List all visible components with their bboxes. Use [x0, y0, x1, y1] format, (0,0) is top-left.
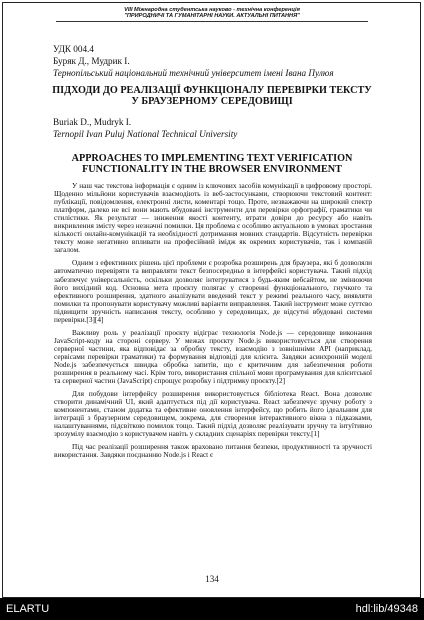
- page-number: 134: [205, 574, 219, 584]
- paragraph: У наш час текстова інформація є одним із ключових засобів комунікації в цифровому просторі. Щоденно мільйони користувачів взаємодіють із веб-застосунками, створюючи текстовий контент: публікації, повідомлення, електронні листи, коментарі тощо. Проте, незважаючи на широкий спектр платформ, далеко не всі вони мають вбудовані інструменти для перевірки орфографії, граматики чи стилістики. Як результат — зниження якості контенту, втрати довіри до ресурсу або навіть викривлення змісту через незначні помилки. Ця проблема є особливо актуальною в умовах зростання кількості онлайн-комунікацій та необхідності дотримання мовних стандартів. Відсутність перевірки тексту може негативно впливати на професійний імідж як окремих користувачів, так і компаній загалом.: [54, 181, 372, 255]
- title-en-line-1: APPROACHES TO IMPLEMENTING TEXT VERIFICATION: [71, 153, 353, 164]
- paragraph: Одним з ефективних рішень цієї проблеми є розробка розширень для браузера, які б дозволяли автоматично перевіряти та виправляти текст безпосередньо в інтерфейсі користувача. Такий підхід забезпечує універсальність, оскільки дозволяє інтегруватися з будь-яким вебсайтом, не змінюючи його вихідний код. Основна мета проєкту полягає у створенні функціонального, гнучкого та ефективного розширення, здатного аналізувати введений текст у режимі реального часу, виявляти помилки та пропонувати користувачу можливі варіанти виправлення. Такий інструмент може суттєво підвищити зручність написання тексту, особливо у середовищах, де відсутні вбудовані системи перевірки.[3][4]: [54, 258, 372, 324]
- title-en-line-2: FUNCTIONALITY IN THE BROWSER ENVIRONMENT: [82, 164, 342, 175]
- repository-footer: [0, 598, 424, 620]
- title-en: [30, 153, 394, 175]
- title-ua: [30, 85, 394, 107]
- title-ua-line-1: ПІДХОДИ ДО РЕАЛІЗАЦІЇ ФУНКЦІОНАЛУ ПЕРЕВІРКИ ТЕКСТУ: [52, 85, 372, 96]
- affiliation-en: Ternopil Ivan Puluj National Technical University: [53, 129, 238, 139]
- article-body: [54, 182, 372, 465]
- footer-handle-link[interactable]: hdl:lib/49348: [355, 603, 418, 615]
- conference-line-2: "ПРИРОДНИЧІ ТА ГУМАНІТАРНІ НАУКИ. АКТУАЛЬНІ ПИТАННЯ": [124, 13, 300, 20]
- udk-code: УДК 004.4: [53, 44, 94, 54]
- paragraph: Під час реалізації розширення також враховано питання безпеки, продуктивності та зручності використання. Завдяки поєднанню Node.js і React є: [54, 442, 372, 460]
- footer-left-label: ELARTU: [6, 603, 50, 615]
- conference-header: [0, 7, 424, 19]
- paragraph: Для побудови інтерфейсу розширення використовується бібліотека React. Вона дозволяє створити динамічний UI, який адаптується під дії користувача. React забезпечує зручну роботу з компонентами, станом додатка та ефективне оновлення інтерфейсу, що робить його ідеальним для інтеграції з браузерним середовищем, зокрема, для створення інтерактивного вікна з підказками, налаштуваннями, підсвіткою помилок тощо. Такий підхід дозволяє реалізувати зручну та інтуїтивно зрозумілу взаємодію з користувачем навіть у складних сценаріях перевірки тексту.[1]: [54, 389, 372, 439]
- paragraph: Важливу роль у реалізації проєкту відіграє технологія Node.js — середовище виконання JavaScript-коду на стороні серверу. У межах проєкту Node.js використовується для створення серверної частини, яка відповідає за обробку тексту, взаємодію з зовнішніми API (наприклад, сервісами перевірки граматики) та формування відповіді для клієнта. Завдяки асинхронній моделі Node.js забезпечується швидка обробка запитів, що є критичним для забезпечення роботи розширення в реальному часі. Крім того, використання спільної мови програмування для клієнтської та серверної частин (JavaScript) спрощує розробку і підтримку проєкту.[2]: [54, 327, 372, 386]
- title-ua-line-2: У БРАУЗЕРНОМУ СЕРЕДОВИЩІ: [131, 96, 293, 107]
- authors-ua: Буряк Д., Мудрик І.: [53, 56, 130, 66]
- header-rule: [56, 21, 368, 22]
- authors-en: Buriak D., Mudryk I.: [53, 117, 132, 127]
- affiliation-ua: Тернопільський національний технічний університет імені Івана Пулюя: [53, 68, 334, 78]
- conference-line-1: VIII Міжнародна студентська науково - технічна конференція: [124, 7, 300, 13]
